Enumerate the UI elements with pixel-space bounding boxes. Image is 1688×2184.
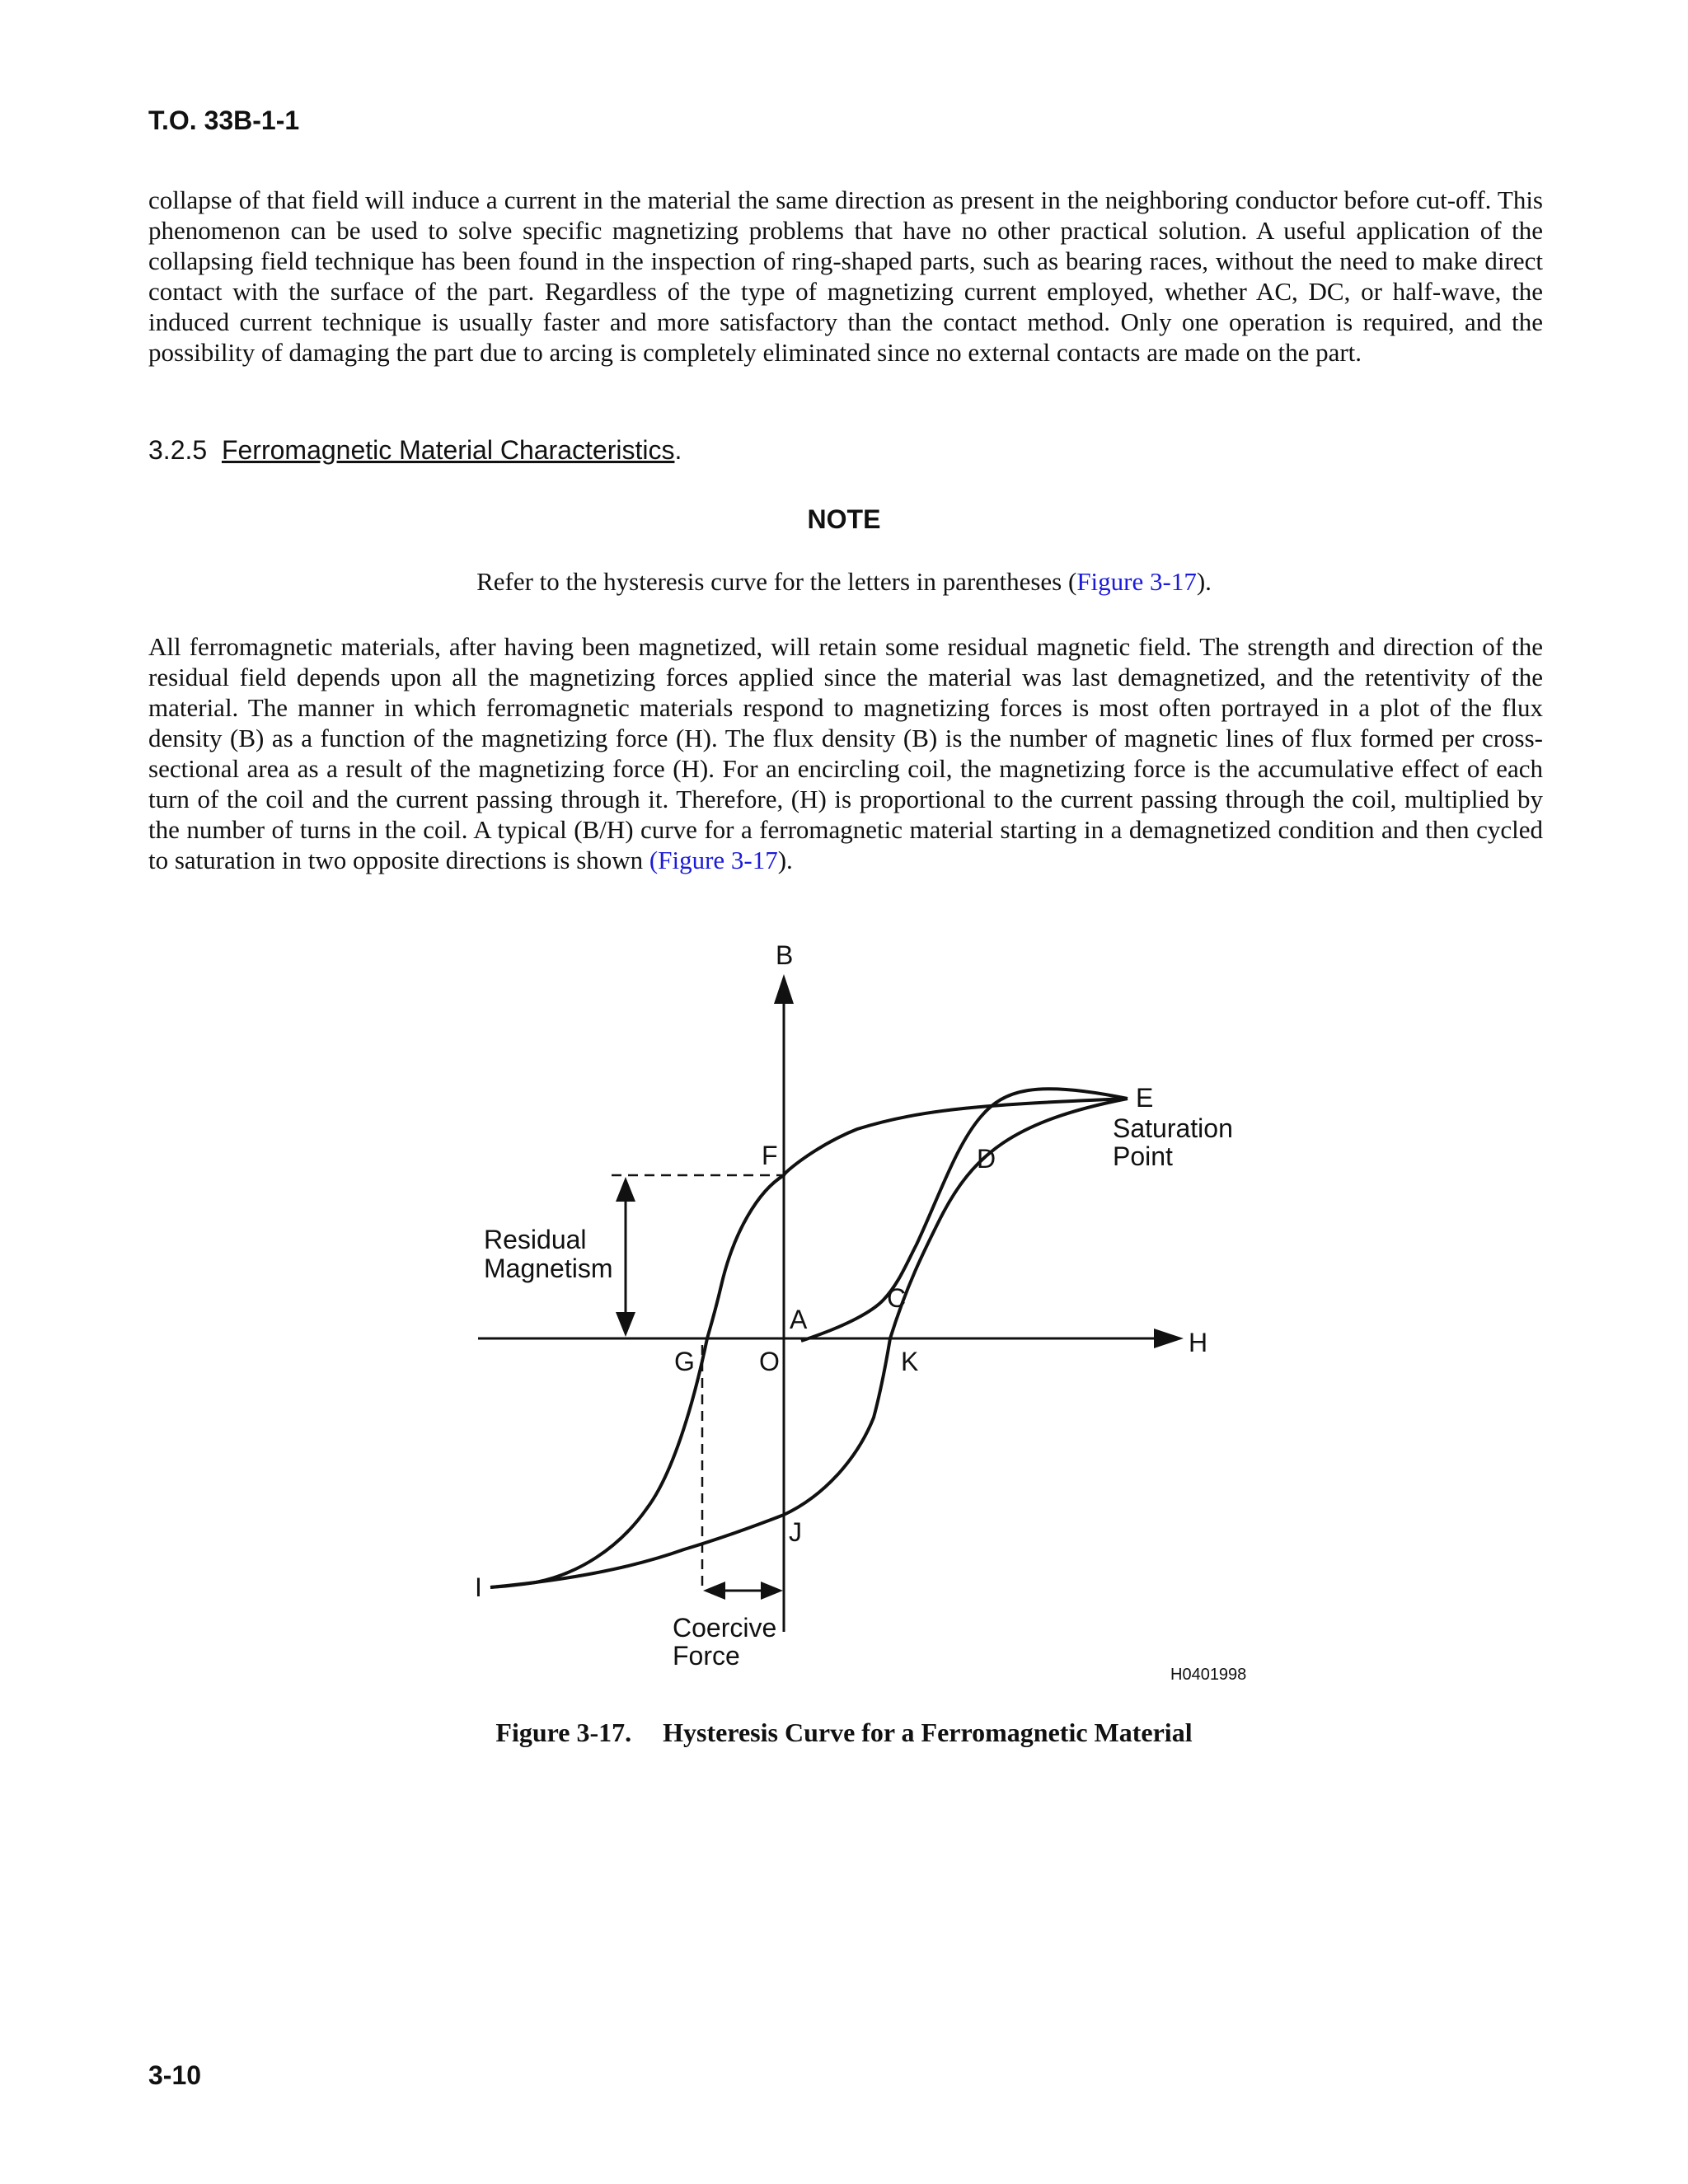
figure-caption-number: Figure 3-17. [495,1718,632,1747]
saturation-label-line2: Point [1113,1141,1173,1171]
paragraph-ferromagnetic-text: All ferromagnetic materials, after having been magnetized, will retain some residual magnetic field. The strength and direction of the residual field depends upon all the magnetizing forces applied since the material was last demagnetized, and the retentivity of the material. The manner in which ferromagnetic materials respond to magnetizing forces is most often portrayed in a plot of the flux density (B) as a function of the magnetizing force (H). The flux density (B) is the number of magnetic lines of flux formed per cross-sectional area as a result of the magnetizing force (H). For an encircling coil, the magnetizing force is the accumulative effect of each turn of the coil and the current passing through it. Therefore, (H) is proportional to the current passing through the coil, multiplied by the number of turns in the coil. A typical (B/H) curve for a ferromagnetic material starting in a demagnetized condition and then cycled to saturation in two opposite directions is shown [148,632,1543,874]
note-figure-link[interactable]: Figure 3-17 [1076,567,1197,596]
note-label: NOTE [807,504,881,534]
axis-label-h: H [1189,1328,1208,1357]
residual-arrow-bottom [616,1312,635,1337]
saturation-label-line1: Saturation [1113,1113,1233,1143]
figure-caption-title: Hysteresis Curve for a Ferromagnetic Material [663,1718,1193,1747]
point-label-o: O [759,1347,780,1376]
upper-descending-branch [490,1099,1128,1587]
lower-ascending-branch [490,1099,1128,1587]
point-label-c: C [887,1283,907,1313]
point-label-g: G [674,1347,695,1376]
paragraph-link-close: ). [777,846,793,874]
point-label-a: A [790,1305,808,1334]
coercive-label-line2: Force [673,1641,740,1671]
page-number: 3-10 [148,2060,202,2090]
page-header: T.O. 33B-1-1 [148,105,300,135]
axis-label-b: B [776,940,794,970]
point-label-k: K [901,1347,919,1376]
paragraph-figure-link[interactable]: Figure 3-17 [658,846,778,874]
point-label-i: I [475,1572,482,1602]
section-number: 3.2.5 [148,435,208,465]
b-axis-arrowhead [774,974,794,1004]
coercive-arrow-right [761,1582,783,1600]
note-text-before: Refer to the hysteresis curve for the letters in parentheses ( [476,567,1077,596]
section-title-period: . [674,435,682,465]
figure-image-id: H0401998 [1170,1666,1247,1684]
residual-label-line1: Residual [484,1225,587,1254]
residual-arrow-top [616,1177,635,1202]
point-label-f: F [762,1141,778,1170]
coercive-label-line1: Coercive [673,1613,777,1643]
paragraph-collapsing-field: collapse of that field will induce a current in the material the same direction as present in the neighboring conductor before cut-off. This phenomenon can be used to solve specific magnetizing problems that have no other practical solution. A useful application of the collapsing field technique has been found in the inspection of ring-shaped parts, such as bearing races, without the need to make direct contact with the surface of the part. Regardless of the type of magnetizing current employed, whether AC, DC, or half-wave, the induced current technique is usually faster and more satisfactory than the contact method. Only one operation is required, and the possibility of damaging the part due to arcing is completely eliminated since no external contacts are made on the part. [148,185,1543,367]
note-text-after: ). [1196,567,1212,596]
point-label-e: E [1136,1083,1154,1113]
residual-label-line2: Magnetism [484,1254,613,1283]
coercive-arrow-left [703,1582,725,1600]
point-label-d: D [977,1144,996,1174]
point-label-j: J [789,1517,802,1547]
initial-magnetization-curve [801,1089,1128,1341]
section-title: Ferromagnetic Material Characteristics [221,435,675,465]
h-axis-arrowhead [1154,1329,1184,1348]
figure-caption [0,1718,1688,1748]
paragraph-link-open[interactable]: ( [649,846,659,874]
